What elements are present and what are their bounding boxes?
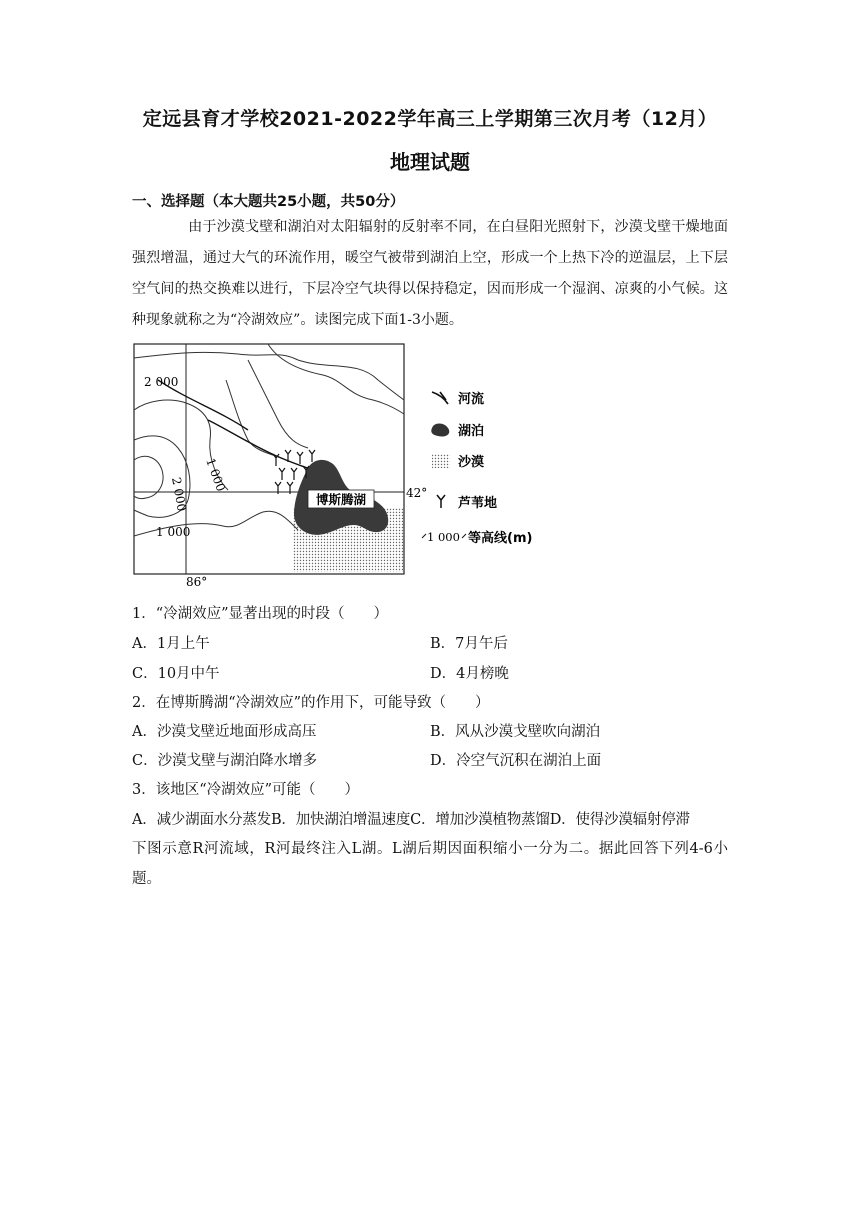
question-1-option-d[interactable]: D．4月榜晚 — [430, 666, 509, 682]
question-1-option-b[interactable]: B．7月午后 — [430, 636, 508, 652]
passage — [132, 212, 728, 336]
rivers — [158, 380, 318, 472]
lake-map — [128, 340, 548, 590]
next-passage: 下图示意R河流域，R河最终注入L湖。L湖后期因面积缩小一分为二。据此回答下列4-6小题。 — [132, 841, 728, 887]
question-2-option-a[interactable]: A．沙漠戈壁近地面形成高压 — [132, 724, 317, 740]
reed-icon — [437, 495, 445, 508]
lon-label: 86° — [186, 575, 208, 589]
contour-label: 1 000 — [156, 525, 191, 539]
exam-subtitle: 地理试题 — [390, 150, 470, 174]
river-icon — [432, 392, 448, 404]
exam-title: 定远县育才学校2021-2022学年高三上学期第三次月考（12月） — [142, 108, 718, 130]
question-2-stem: 2．在博斯腾湖“冷湖效应”的作用下，可能导致（ ） — [132, 695, 490, 711]
legend-label: 等高线(m) — [468, 531, 533, 546]
contour-icon — [462, 534, 466, 538]
contour-label: 1 000 — [203, 456, 229, 494]
legend-label: 沙漠 — [458, 455, 485, 470]
question-2-option-b[interactable]: B．风从沙漠戈壁吹向湖泊 — [430, 724, 601, 740]
legend-label: 湖泊 — [458, 424, 485, 439]
question-1-stem: 1．“冷湖效应”显著出现的时段（ ） — [132, 606, 389, 622]
question-2-option-c[interactable]: C．沙漠戈壁与湖泊降水增多 — [132, 753, 318, 769]
legend-label: 芦苇地 — [458, 496, 498, 511]
legend-contour-value: 1 000 — [427, 530, 460, 544]
question-2-option-d[interactable]: D．冷空气沉积在湖泊上面 — [430, 753, 602, 769]
question-3-options[interactable]: A．减少湖面水分蒸发B．加快湖泊增温速度C．增加沙漠植物蒸馏D．使得沙漠辐射停滞 — [132, 812, 690, 828]
question-1-option-a[interactable]: A．1月上午 — [132, 636, 210, 652]
contour-label: 2 000 — [144, 375, 179, 389]
contour-icon — [422, 534, 426, 538]
section-heading: 一、选择题（本大题共25小题，共50分） — [132, 194, 405, 210]
lat-label: 42° — [406, 486, 428, 500]
question-1-option-c[interactable]: C．10月中午 — [132, 666, 220, 682]
desert-icon — [432, 454, 450, 468]
passage-text: 由于沙漠戈壁和湖泊对太阳辐射的反射率不同，在白昼阳光照射下，沙漠戈壁干燥地面强烈增温，通过大气的环流作用，暖空气被带到湖泊上空，形成一个上热下冷的逆温层，上下层空气间的热交换难以进行，下层冷空气块得以保持稳定，因而形成一个湿润、凉爽的小气候。这种现象就称之为“冷湖效应”。读图完成下面1-3小题。 — [132, 219, 728, 328]
lake-label: 博斯腾湖 — [315, 492, 367, 507]
question-3-stem: 3．该地区“冷湖效应”可能（ ） — [132, 782, 360, 798]
contour-label: 2 000 — [169, 476, 189, 513]
legend-label: 河流 — [458, 392, 485, 407]
legend — [422, 391, 532, 546]
lake-icon — [431, 424, 449, 437]
